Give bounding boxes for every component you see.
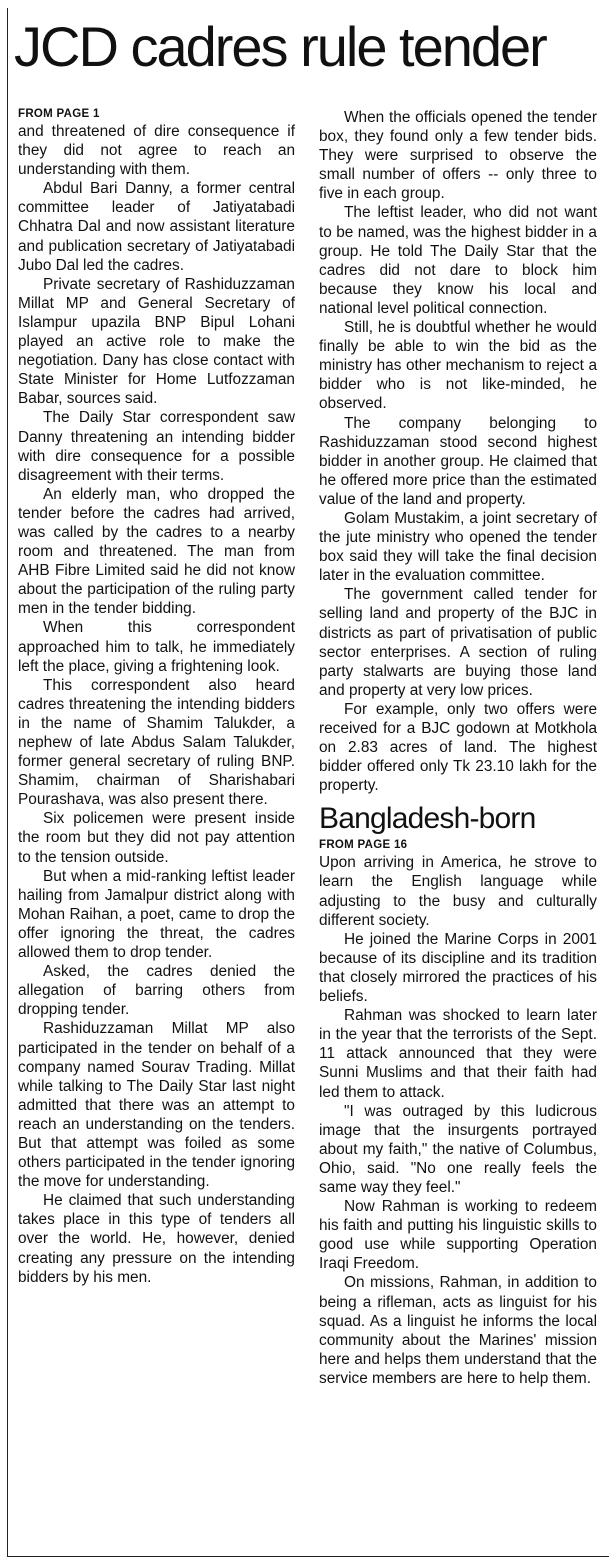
paragraph: The Daily Star correspondent saw Danny threatening an intending bidder with dire consequence for a possible disagreement with their terms. [18, 409, 295, 484]
paragraph: On missions, Rahman, in addition to being a rifleman, acts as linguist for his squad. As a linguist he informs the local community about the Marines' mission here and helps them understand that the service members are here to help them. [319, 1274, 597, 1387]
main-dateline: FROM PAGE 1 [18, 108, 100, 120]
paragraph: But when a mid-ranking leftist leader hailing from Jamalpur district along with Mohan Raihan, a poet, came to drop the offer ignoring the threat, the cadres allowed them to drop tender. [18, 867, 295, 962]
paragraph: The government called tender for selling land and property of the BJC in districts as part of privatisation of public sector enterprises. A section of ruling party stalwarts are buying those land and property at very low prices. [319, 586, 597, 699]
paragraph: Asked, the cadres denied the allegation of barring others from dropping tender. [18, 963, 295, 1019]
second-story-headline: Bangladesh-born [319, 802, 536, 836]
left-column [18, 106, 295, 1287]
paragraph: He joined the Marine Corps in 2001 because of its discipline and its tradition that closely mirrored the practices of his beliefs. [319, 930, 597, 1006]
main-headline: JCD cadres rule tender [14, 15, 546, 78]
paragraph: Private secretary of Rashiduzzaman Millat MP and General Secretary of Islampur upazila BNP Bipul Lohani played an active role to make the negotiation. Dany has close contact with State Minister for Home Lutfozzaman Babar, sources said. [18, 275, 295, 408]
paragraph: Still, he is doubtful whether he would finally be able to win the bid as the ministry has other mechanism to reject a bidder who is not like-minded, he observed. [319, 319, 597, 413]
paragraph: This correspondent also heard cadres threatening the intending bidders in the name of Shamim Talukder, a nephew of late Abdus Salam Talukder, former general secretary of ruling BNP. Shamim, chairman of Sharishabari Pourashava, was also present there. [18, 676, 295, 809]
paragraph: Rahman was shocked to learn later in the year that the terrorists of the Sept. 11 attack announced that they were Sunni Muslims and that their faith had led them to attack. [319, 1007, 597, 1101]
paragraph: Golam Mustakim, a joint secretary of the jute ministry who opened the tender box said they will take the final decision later in the evaluation committee. [319, 509, 597, 585]
paragraph: The leftist leader, who did not want to be named, was the highest bidder in a group. He told The Daily Star that the cadres did not dare to block him because they know his local and national level political connection. [319, 204, 597, 317]
paragraph: "I was outraged by this ludicrous image that the insurgents portrayed about my faith," the native of Columbus, Ohio, said. "No one really feels the same way they feel." [319, 1102, 597, 1196]
paragraph: Six policemen were present inside the room but they did not pay attention to the tension outside. [18, 810, 295, 866]
paragraph: Rashiduzzaman Millat MP also participated in the tender on behalf of a company named Sourav Trading. Millat while talking to The Daily Star last night admitted that there was an attempt to reach an understanding on the tenders. But that attempt was foiled as some others participated in the tender ignoring the move for understanding. [18, 1020, 295, 1191]
paragraph: Upon arriving in America, he strove to learn the English language while adjusting to the busy and culturally different society. [319, 854, 597, 929]
paragraph: The company belonging to Rashiduzzaman stood second highest bidder in another group. He claimed that he offered more price than the estimated value of the land and property. [319, 414, 597, 508]
paragraph: For example, only two offers were received for a BJC godown at Motkhola on 2.83 acres of land. The highest bidder offered only Tk 23.10 lakh for the property. [319, 700, 597, 795]
right-column [319, 108, 597, 1388]
paragraph: An elderly man, who dropped the tender before the cadres had arrived, was called by the cadres to a nearby room and threatened. The man from AHB Fibre Limited said he did not know about the participation of the ruling party men in the tender bidding. [18, 485, 295, 618]
paragraph: When this correspondent approached him to talk, he immediately left the place, giving a frightening look. [18, 619, 295, 675]
paragraph: and threatened of dire consequence if they did not agree to reach an understanding with them. [18, 123, 295, 179]
paragraph: He claimed that such understanding takes place in this type of tenders all over the world. He, however, denied creating any pressure on the intending bidders by his men. [18, 1192, 295, 1286]
paragraph: Abdul Bari Danny, a former central committee leader of Jatiyatabadi Chhatra Dal and now assistant literature and publication secretary of Jatiyatabadi Jubo Dal led the cadres. [18, 180, 295, 274]
second-story-dateline: FROM PAGE 16 [319, 839, 408, 852]
paragraph: When the officials opened the tender box, they found only a few tender bids. They were surprised to observe the small number of offers -- only three to five in each group. [319, 109, 597, 203]
paragraph: Now Rahman is working to redeem his faith and putting his linguistic skills to good use while supporting Operation Iraqi Freedom. [319, 1198, 597, 1273]
bottom-border-rule [7, 1556, 609, 1557]
left-border-rule [7, 8, 8, 1556]
